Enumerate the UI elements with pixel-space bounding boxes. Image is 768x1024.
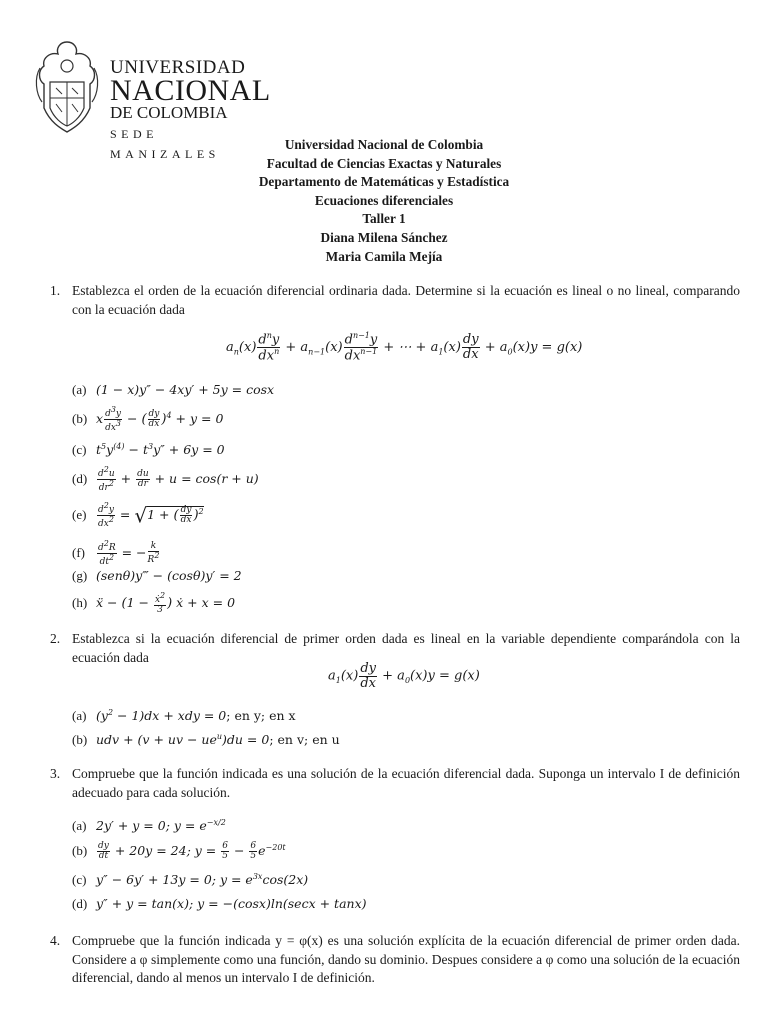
document-header (0, 136, 768, 266)
question-number: 4. (50, 933, 61, 948)
header-author-1: Diana Milena Sánchez (320, 229, 448, 245)
q2-item-b: (b) udv + (v + uv − $ue^u)du = 0$; en v; en u (72, 732, 340, 748)
header-author-2: Maria Camila Mejía (325, 248, 443, 264)
question-3 (50, 765, 740, 802)
question-number: 2. (50, 631, 61, 646)
question-text: Compruebe que la función indicada es una solución de la ecuación diferencial dada. Suponga un intervalo I de definición adecuado para cada solución. (72, 766, 740, 800)
first-order-linear-equation: $a_1(x)$ $\frac{dy}{dx}$ + $a_0(x)y = g(x)$ (328, 661, 480, 691)
header-faculty: Facultad de Ciencias Exactas y Naturales (266, 155, 502, 171)
q1-item-h: (h) ẍ − (1 − $\frac{ẋ^2}{3}$ ) ẋ + x = 0 (72, 591, 236, 616)
q1-item-a: (a) (1 − x)y″ − 4xy′ + 5y = cosx (72, 382, 275, 397)
header-assignment: Taller 1 (362, 211, 406, 227)
header-department: Departamento de Matemáticas y Estadística (258, 174, 510, 190)
q1-item-e: (e) $\frac{d^2y}{dx^2}$ = √1 + ( $\frac{dy}{dx}$ )$^2$ (72, 501, 204, 530)
q1-item-b: (b) x $\frac{d^3y}{dx^3}$ − ( $\frac{dy}{dx}$ )$^4$ + y = 0 (72, 405, 224, 434)
question-text: Establezca el orden de la ecuación diferencial ordinaria dada. Determine si la ecuación es lineal o no lineal, comparando con la ecuación dada (72, 283, 740, 317)
question-number: 3. (50, 766, 61, 781)
q1-item-d: (d) $\frac{d^2u}{dr^2}$ + $\frac{du}{dr}$ + u = cos(r + u) (72, 465, 259, 494)
logo-line-nacional: NACIONAL (110, 74, 271, 107)
q3-item-b: (b) $\frac{dy}{dt}$ + 20y = 24; y = $\frac{6}{5}$ − $\frac{6}{5}$ $e^{-20t}$ (72, 841, 286, 862)
logo-line-universidad: UNIVERSIDAD (110, 57, 246, 78)
q3-item-a: (a) 2y′ + y = 0; $y = e^{-x/2}$ (72, 818, 226, 834)
q2-item-a: (a) $(y^2 - 1)dx$ + xdy = 0; en y; en x (72, 708, 296, 724)
q1-item-f: (f) $\frac{d^2R}{dt^2}$ = − $\frac{k}{R^2}$ (72, 539, 160, 568)
question-1 (50, 282, 740, 319)
university-logo (30, 38, 271, 161)
question-text: Establezca si la ecuación diferencial de primer orden dada es lineal en la variable dependiente comparándola con la ecuación dada (72, 631, 740, 665)
q1-item-c: (c) $t^5y^{(4)} - t^3y'' + 6y = 0$ (72, 442, 225, 458)
q1-item-g: (g) (senθ)y‴ − (cosθ)y′ = 2 (72, 568, 242, 583)
question-text: Compruebe que la función indicada y = φ(x) es una solución explícita de la ecuación diferencial de primer orden dada. Considere a φ simplemente como una función, dando su dominio. Despues considere a φ como una solución de la ecuación diferencial, dando al menos un intervalo I de definición. (72, 933, 740, 985)
coat-of-arms-icon (30, 38, 104, 134)
logo-line-de-colombia: DE COLOMBIA (110, 103, 228, 122)
q3-item-c: (c) y″ − 6y′ + 13y = 0; $y = e^{3x}\cos(2x)$ (72, 872, 309, 888)
q3-item-d: (d) y″ + y = tan(x); y = −(cosx)ln(secx + tanx) (72, 896, 367, 911)
general-linear-ode-equation: $a_n(x)$ $\frac{d^ny}{dx^n}$ + $a_{n-1}(x)$ $\frac{d^{n-1}y}{dx^{n-1}}$ + ⋯ + $a_1(x)$ $\frac{dy}{dx}$ + $a_0(x)y = g(x)$ (226, 331, 583, 364)
logo-line-sede: SEDE MANIZALES (110, 127, 220, 161)
question-4 (50, 932, 740, 988)
header-course: Ecuaciones diferenciales (314, 192, 454, 208)
header-university: Universidad Nacional de Colombia (284, 137, 484, 152)
question-number: 1. (50, 283, 61, 298)
